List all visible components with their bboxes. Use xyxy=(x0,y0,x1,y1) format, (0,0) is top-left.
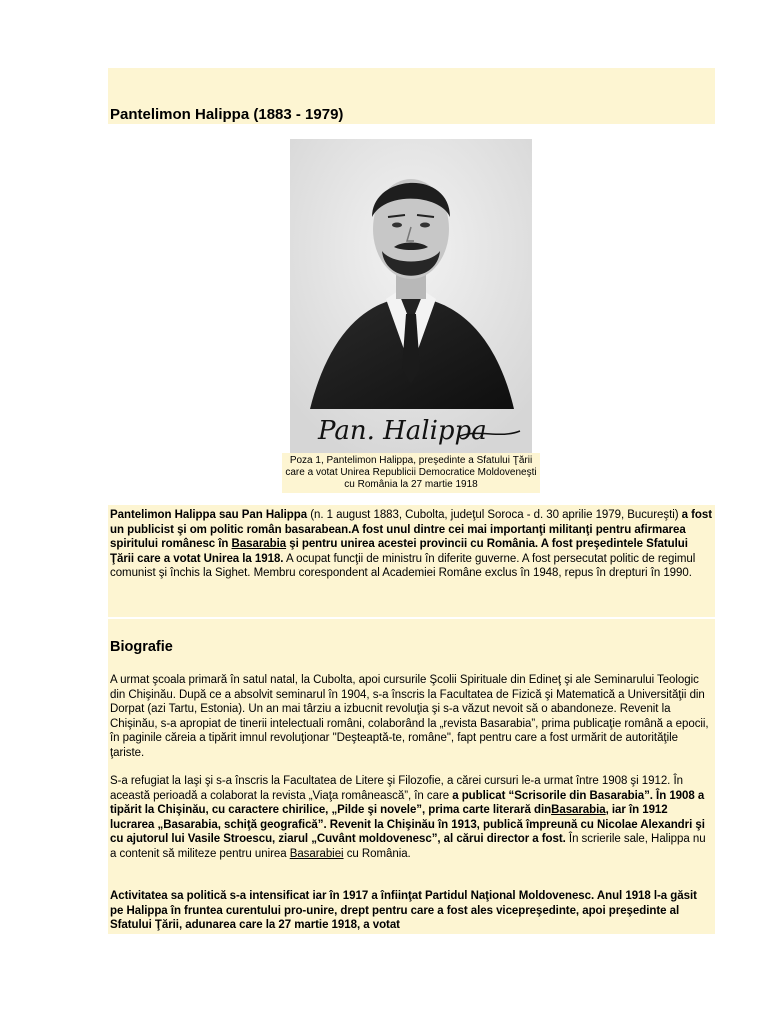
p3-bold: Activitatea sa politică s-a intensificat iar în 1917 a înfiinţat Partidul Naţional Moldovenesc. Anul 1918 l-a găsit pe Halippa în fruntea curentului pro-unire, drept pentru care a fost ales vicepreşedinte, apoi preşedinte al Sfatului Ţării, adunarea care la 27 martie 1918, a votat xyxy=(110,890,697,931)
portrait-photo xyxy=(290,139,532,454)
p2-text-a: S-a refugiat la Iaşi şi s-a înscris la Facultatea de Litere şi Filozofie, a cărei cursuri le-a urmat între 1908 şi 1912. În această perioadă a colaborat la revista „Viaţa românească”, în care xyxy=(110,775,683,802)
biografie-heading: Biografie xyxy=(110,639,173,655)
biografie-paragraph-3 xyxy=(110,889,713,932)
basarabia-link-2[interactable]: Basarabia xyxy=(551,804,606,816)
p2-text-e: În scrierile sale, Halippa nu a contenit să militeze pentru unirea xyxy=(110,833,706,860)
signature: Pan. Halippa xyxy=(318,416,487,446)
intro-rest: A ocupat funcţii de ministru în diferite guverne. A fost persecutat politic de regimul comunist şi închis la Sighet. Membru corespondent al Academiei Române exclus în 1948, repus în drepturi în 1990. xyxy=(110,552,696,579)
p2-bold-d: , iar în 1912 lucrarea „Basarabia, schiţă geografică”. Revenit la Chişinău în 1913, publică împreună cu Nicolae Alexandri şi cu ajutorul lui Vasile Stroescu, ziarul „Cuvânt moldovenesc”, al cărui director a fost. xyxy=(110,804,705,845)
intro-bold-1: a fost un publicist şi om politic român basarabean.A fost unul dintre cei mai importanţi militanţi pentru afirmarea spiritului românesc în xyxy=(110,509,713,550)
portrait-illustration xyxy=(290,139,532,454)
basarabiei-link[interactable]: Basarabiei xyxy=(289,847,344,860)
biografie-paragraph-1: A urmat şcoala primară în satul natal, la Cubolta, apoi cursurile Şcolii Spirituale din Edineţ şi ale Seminarului Teologic din Chişinău. După ce a absolvit seminarul în 1904, s-a înscris la Facultatea de Fizică şi Matematică a Universităţii din Dorpat (azi Tartu, Estonia). Un an mai târziu a izbucnit revoluţia şi s-a văzut nevoit să o abandoneze. Revenit la Chişinău, s-a apropiat de tinerii intelectuali români, colaborând la „revista Basarabia”, prima publicaţie română a epocii, în paginile căreia a tipărit imnul revoluţionar "Deşteaptă-te, române", fapt pentru care a fost urmărit de autorităţile ţariste. xyxy=(110,674,709,759)
biografie-paragraph-2 xyxy=(110,774,713,861)
intro-name: Pantelimon Halippa sau Pan Halippa xyxy=(110,509,308,521)
intro-dates: (n. 1 august 1883, Cubolta, judeţul Soroca - d. 30 aprilie 1979, Bucureşti) xyxy=(307,509,682,521)
intro-bold-2: şi pentru unirea acestei provincii cu România. A fost preşedintele Sfatului Ţării care a votat Unirea la 1918. xyxy=(110,538,688,565)
p2-text-g: cu România. xyxy=(343,847,411,860)
p2-bold-b: a publicat “Scrisorile din Basarabia”. În 1908 a tipărit la Chişinău, cu caractere chirilice, „Pilde şi novele”, prima carte literară din xyxy=(110,789,705,816)
basarabia-link-1[interactable]: Basarabia xyxy=(231,538,287,550)
intro-paragraph xyxy=(110,508,713,581)
page-title: Pantelimon Halippa (1883 - 1979) xyxy=(110,106,344,123)
photo-caption: Poza 1, Pantelimon Halippa, preşedinte a Sfatului Ţării care a votat Unirea Republicii Democratice Moldoveneşti cu România la 27 martie 1918 xyxy=(282,453,540,493)
